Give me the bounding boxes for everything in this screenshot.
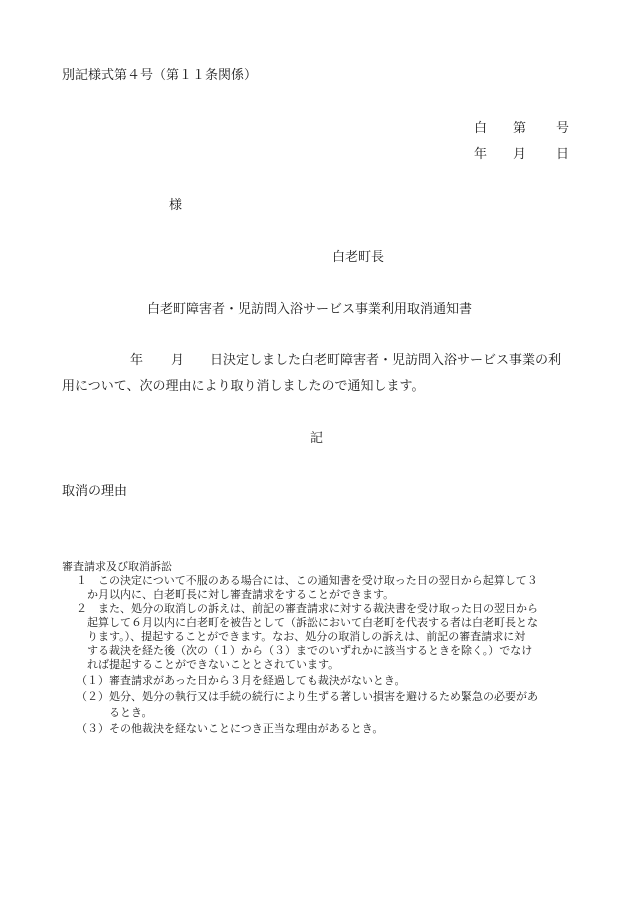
notes-heading: 審査請求及び取消訴訟 — [62, 560, 172, 573]
body-line2: 用について、次の理由により取り消しましたので通知します。 — [62, 379, 425, 394]
note-line: ります。）、提起することができます。なお、処分の取消しの訴えは、前記の審査請求に対 — [87, 630, 526, 643]
doc-number-middle: 第 — [513, 121, 527, 136]
doc-date-year: 年 — [474, 147, 488, 162]
doc-number-suffix: 号 — [556, 121, 570, 136]
sender-name: 白老町長 — [332, 250, 385, 265]
ki-mark: 記 — [310, 431, 324, 446]
note-line: １ この決定について不服のある場合には、この通知書を受け取った日の翌日から起算して３ — [76, 574, 538, 587]
note-line: （２）処分、処分の執行又は手続の続行により生ずる著しい損害を避けるため緊急の必要があ — [76, 690, 538, 703]
doc-number-prefix: 白 — [474, 121, 488, 136]
note-line: （３）その他裁決を経ないことにつき正当な理由があるとき。 — [76, 722, 384, 735]
note-line: れば提起することができないこととされています。 — [87, 658, 340, 671]
body-line1: 日決定しました白老町障害者・児訪問入浴サービス事業の利 — [210, 353, 562, 368]
note-line: （１）審査請求があった日から３月を経過しても裁決がないとき。 — [76, 674, 406, 687]
note-line: する裁決を経た後（次の（１）から（３）までのいずれかに該当するときを除く。）でなけ — [87, 644, 533, 657]
addressee-suffix: 様 — [169, 198, 183, 213]
note-line: か月以内に、白老町長に対し審査請求をすることができます。 — [87, 588, 395, 601]
reason-heading: 取消の理由 — [62, 484, 128, 499]
document-title: 白老町障害者・児訪問入浴サービス事業利用取消通知書 — [147, 302, 473, 317]
doc-date-day: 日 — [556, 147, 570, 162]
body-year: 年 — [130, 353, 144, 368]
body-month: 月 — [171, 353, 185, 368]
doc-date-month: 月 — [513, 147, 527, 162]
note-line: るとき。 — [109, 706, 153, 719]
note-line: 起算して６月以内に白老町を被告として（訴訟において白老町を代表する者は白老町長とな — [87, 616, 538, 629]
note-line: ２ また、処分の取消しの訴えは、前記の審査請求に対する裁決書を受け取った日の翌日から — [76, 602, 538, 615]
form-label: 別記様式第４号（第１１条関係） — [62, 68, 258, 83]
